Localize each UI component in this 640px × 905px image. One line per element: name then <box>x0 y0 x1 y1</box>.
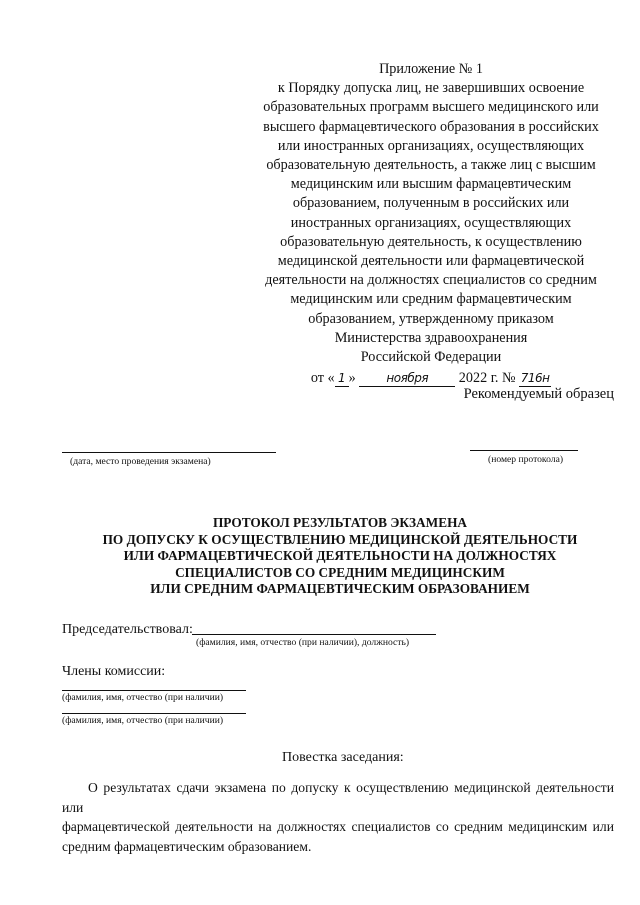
appendix-line: к Порядку допуска лиц, не завершивших освоение <box>277 80 585 97</box>
order-number: 716н <box>520 371 550 386</box>
sample-label: Рекомендуемый образец <box>463 386 614 402</box>
order-day: 1 <box>335 370 349 387</box>
appendix-block <box>240 60 622 388</box>
title-line: ИЛИ СРЕДНИМ ФАРМАЦЕВТИЧЕСКИМ ОБРАЗОВАНИЕМ <box>150 581 530 596</box>
date-place-caption: (дата, место проведения экзамена) <box>70 456 211 467</box>
appendix-line: образованием, утвержденному приказом <box>308 310 554 327</box>
appendix-line: медицинским или средним фармацевтическим <box>290 291 572 308</box>
member-field-1 <box>62 690 246 691</box>
order-year: 2022 г. № <box>458 370 516 387</box>
appendix-line: образовательную деятельность, а также лиц с высшим <box>266 157 596 174</box>
appendix-line: образовательную деятельность, к осуществлению <box>280 233 582 250</box>
appendix-line: Российской Федерации <box>360 349 502 366</box>
agenda-line: О результатах сдачи экзамена по допуску к осуществлению медицинской деятельности или <box>62 780 614 815</box>
appendix-line: Министерства здравоохранения <box>334 329 528 346</box>
appendix-line: медицинским или высшим фармацевтическим <box>290 176 572 193</box>
title-line: ПРОТОКОЛ РЕЗУЛЬТАТОВ ЭКЗАМЕНА <box>212 515 468 530</box>
order-date-prefix: от « <box>310 370 335 387</box>
member-field-2 <box>62 713 246 714</box>
chair-label: Председательствовал: <box>62 622 193 637</box>
protocol-title <box>60 515 620 598</box>
protocol-number-field <box>470 450 578 451</box>
chair-caption: (фамилия, имя, отчество (при наличии), должность) <box>196 637 410 648</box>
appendix-title: Приложение № 1 <box>379 61 483 77</box>
title-line: ИЛИ ФАРМАЦЕВТИЧЕСКОЙ ДЕЯТЕЛЬНОСТИ НА ДОЛЖНОСТЯХ <box>123 548 557 563</box>
title-line: ПО ДОПУСКУ К ОСУЩЕСТВЛЕНИЮ МЕДИЦИНСКОЙ ДЕЯТЕЛЬНОСТИ <box>102 531 578 547</box>
appendix-line: образовательных программ высшего медицинского или <box>263 99 599 116</box>
agenda-line: средним фармацевтическим образованием. <box>62 838 312 854</box>
member-caption-2: (фамилия, имя, отчество (при наличии) <box>62 715 224 726</box>
appendix-line: или иностранных организациях, осуществляющих <box>277 137 585 154</box>
title-line: СПЕЦИАЛИСТОВ СО СРЕДНИМ МЕДИЦИНСКИМ <box>175 564 505 580</box>
appendix-line: деятельности на должностях специалистов со средним <box>265 272 597 289</box>
order-month: ноября <box>359 370 455 387</box>
members-label: Члены комиссии: <box>62 664 166 679</box>
agenda-line: фармацевтической деятельности на должностях специалистов со средним медицинским или <box>62 819 614 834</box>
chair-field <box>192 634 436 635</box>
appendix-line: медицинской деятельности или фармацевтической <box>277 253 585 270</box>
date-place-field <box>62 452 276 453</box>
appendix-line: высшего фармацевтического образования в российских <box>263 118 599 135</box>
protocol-number-caption: (номер протокола) <box>488 454 564 465</box>
member-caption-1: (фамилия, имя, отчество (при наличии) <box>62 692 224 703</box>
order-date-mid: » <box>348 370 356 387</box>
agenda-label: Повестка заседания: <box>282 750 404 765</box>
agenda-paragraph <box>62 778 614 856</box>
appendix-line: иностранных организациях, осуществляющих <box>290 214 572 231</box>
appendix-line: образованием, полученным в российских или <box>292 195 570 212</box>
